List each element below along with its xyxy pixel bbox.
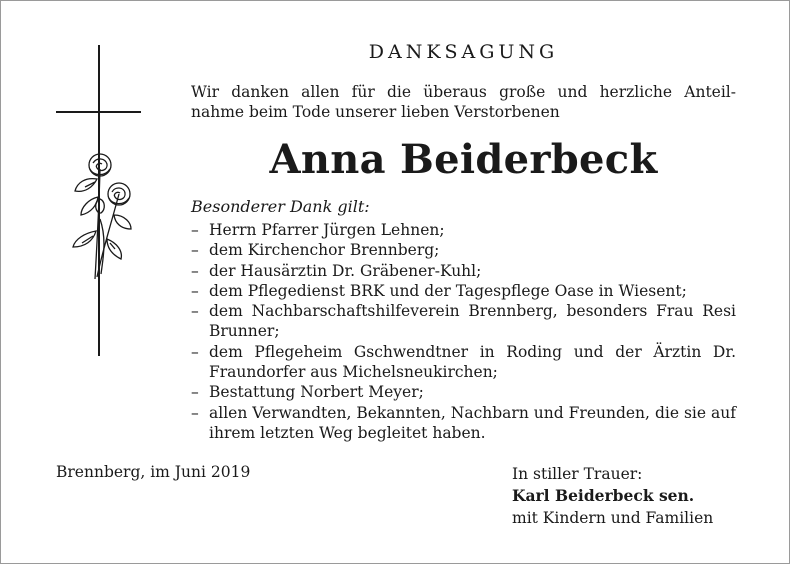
intro-line-1: Wir danken allen für die überaus große und herzliche Anteil- [191, 83, 736, 101]
intro-text [191, 82, 736, 122]
list-item: – dem Nachbarschaftshilfeverein Brennberg, besonders Frau Resi Brunner; [191, 302, 736, 341]
mourner-name: Karl Beiderbeck sen. [512, 486, 695, 505]
thanks-list [191, 220, 736, 443]
mourning-label: In stiller Trauer: [512, 465, 643, 483]
notice-title: DANKSAGUNG [368, 41, 559, 63]
list-item: – dem Kirchenchor Brennberg; [191, 241, 440, 260]
list-item: – allen Verwandten, Bekannten, Nachbarn und Freunden, die sie auf ihrem letzten Weg begleitet haben. [191, 403, 736, 442]
place-date: Brennberg, im Juni 2019 [56, 463, 251, 481]
list-item: – Herrn Pfarrer Jürgen Lehnen; [191, 221, 445, 239]
list-item: – Bestattung Norbert Meyer; [191, 383, 424, 402]
roses-icon [67, 149, 137, 284]
list-item: – dem Pflegeheim Gschwendtner in Roding und der Ärztin Dr. Fraundorfer aus Michelsneukirchen; [191, 342, 736, 382]
thanks-heading: Besonderer Dank gilt: [191, 197, 370, 216]
deceased-name: Anna Beiderbeck [269, 136, 658, 183]
cross-bar [56, 111, 141, 113]
signoff [512, 463, 713, 529]
list-item: – dem Pflegedienst BRK und der Tagespflege Oase in Wiesent; [191, 281, 687, 300]
family-line: mit Kindern und Familien [512, 509, 714, 527]
list-item: – der Hausärztin Dr. Gräbener-Kuhl; [191, 261, 482, 280]
intro-line-2: nahme beim Tode unserer lieben Verstorbenen [191, 103, 560, 121]
